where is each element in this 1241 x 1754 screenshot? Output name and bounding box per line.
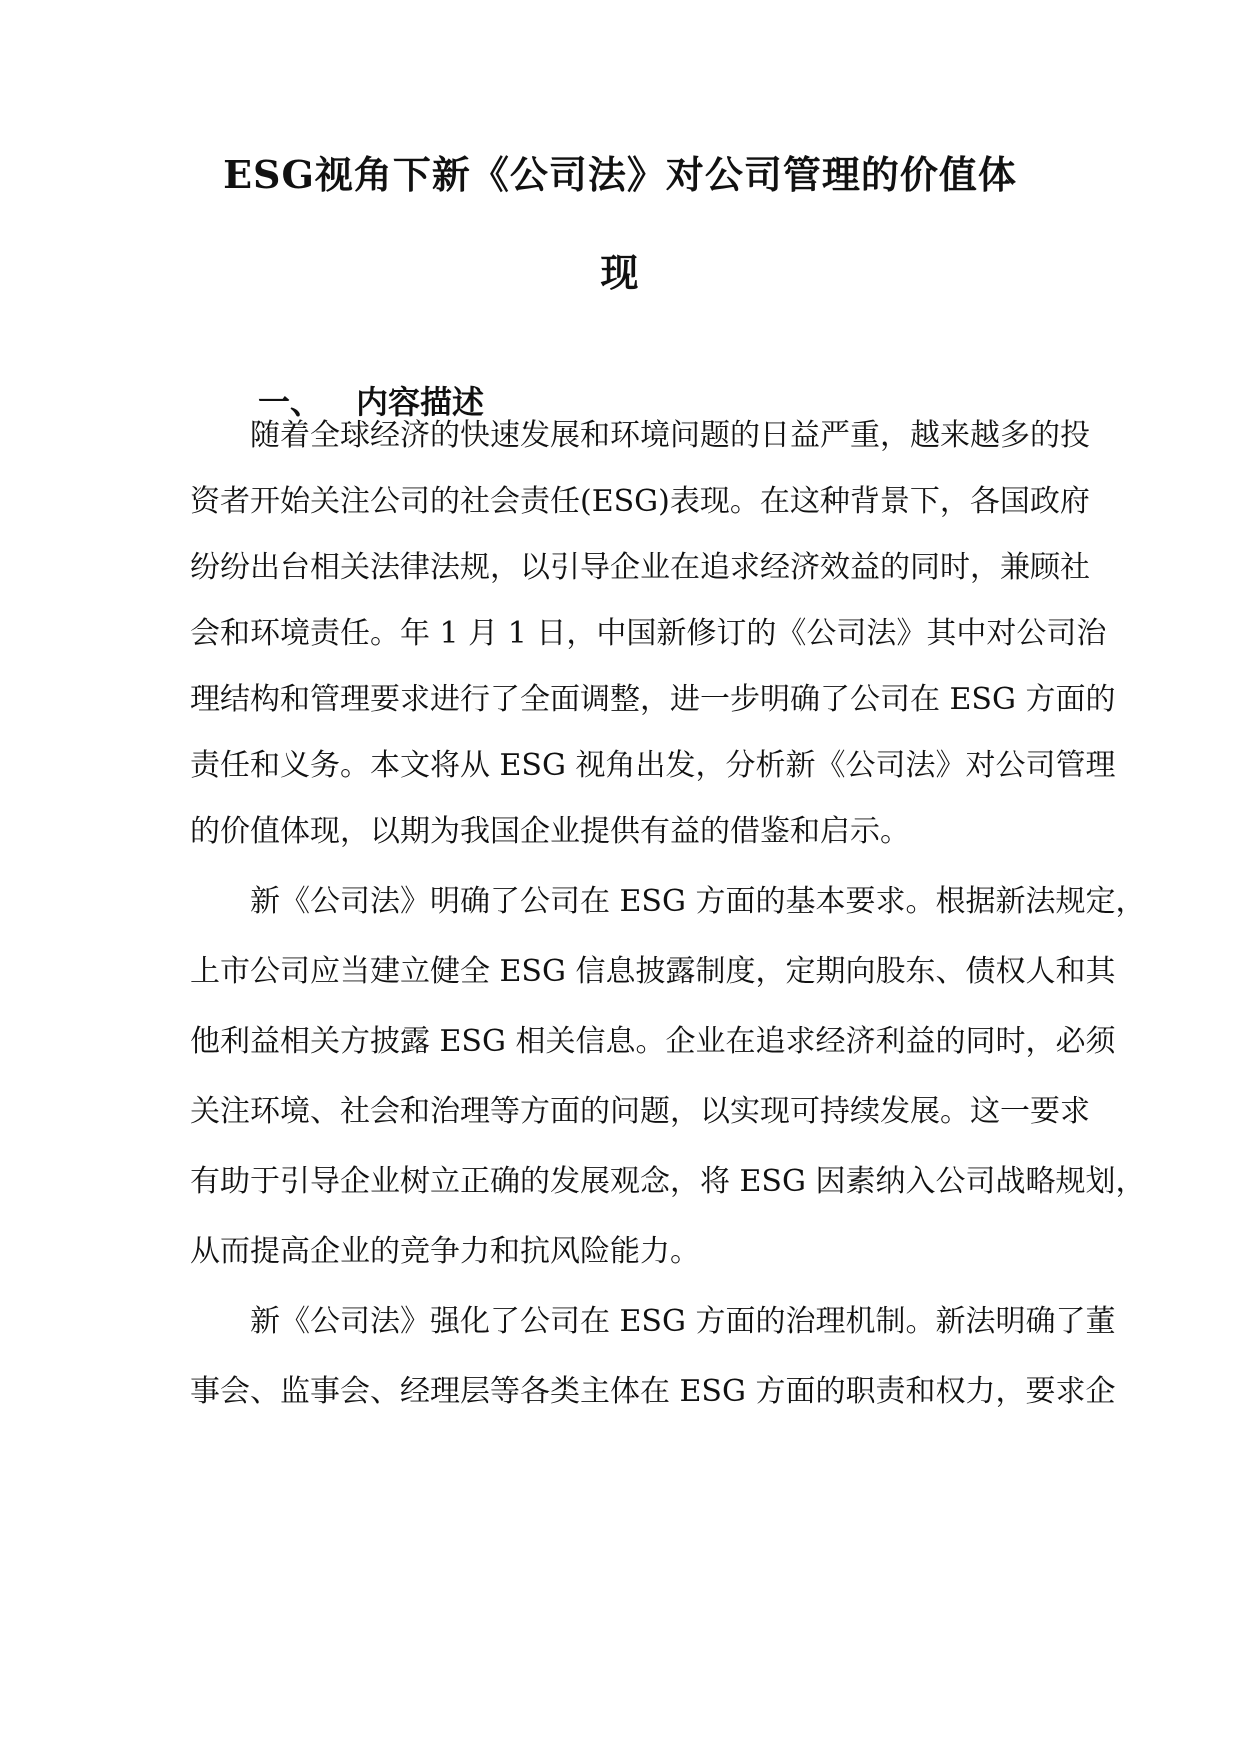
- paragraph-line: 纷纷出台相关法律法规，以引导企业在追求经济效益的同时，兼顾社: [190, 550, 1090, 585]
- paragraph-line: 会和环境责任。年 1 月 1 日，中国新修订的《公司法》其中对公司治: [190, 616, 1107, 651]
- paragraph-line: 有助于引导企业树立正确的发展观念，将 ESG 因素纳入公司战略规划，: [190, 1164, 1146, 1199]
- paragraph-line: 理结构和管理要求进行了全面调整，进一步明确了公司在 ESG 方面的: [190, 682, 1116, 717]
- document-title-line-1: ESG视角下新《公司法》对公司管理的价值体: [223, 152, 1017, 197]
- paragraph-line: 随着全球经济的快速发展和环境问题的日益严重，越来越多的投: [250, 418, 1090, 453]
- paragraph-line: 从而提高企业的竞争力和抗风险能力。: [190, 1234, 700, 1269]
- paragraph-line: 新《公司法》明确了公司在 ESG 方面的基本要求。根据新法规定，: [250, 884, 1146, 919]
- section-title: 内容描述: [356, 383, 485, 421]
- paragraph-line: 关注环境、社会和治理等方面的问题，以实现可持续发展。这一要求: [190, 1094, 1090, 1129]
- paragraph-line: 上市公司应当建立健全 ESG 信息披露制度，定期向股东、债权人和其: [190, 954, 1116, 989]
- paragraph-line: 事会、监事会、经理层等各类主体在 ESG 方面的职责和权力，要求企: [190, 1374, 1116, 1409]
- section-number: 一、: [258, 383, 323, 421]
- paragraph-line: 他利益相关方披露 ESG 相关信息。企业在追求经济利益的同时，必须: [190, 1024, 1116, 1059]
- paragraph-line: 新《公司法》强化了公司在 ESG 方面的治理机制。新法明确了董: [250, 1304, 1116, 1339]
- paragraph-line: 资者开始关注公司的社会责任(ESG)表现。在这种背景下，各国政府: [190, 484, 1090, 519]
- paragraph-line: 责任和义务。本文将从 ESG 视角出发，分析新《公司法》对公司管理: [190, 748, 1116, 783]
- document-title-line-2: 现: [600, 250, 640, 295]
- paragraph-line: 的价值体现，以期为我国企业提供有益的借鉴和启示。: [190, 814, 910, 849]
